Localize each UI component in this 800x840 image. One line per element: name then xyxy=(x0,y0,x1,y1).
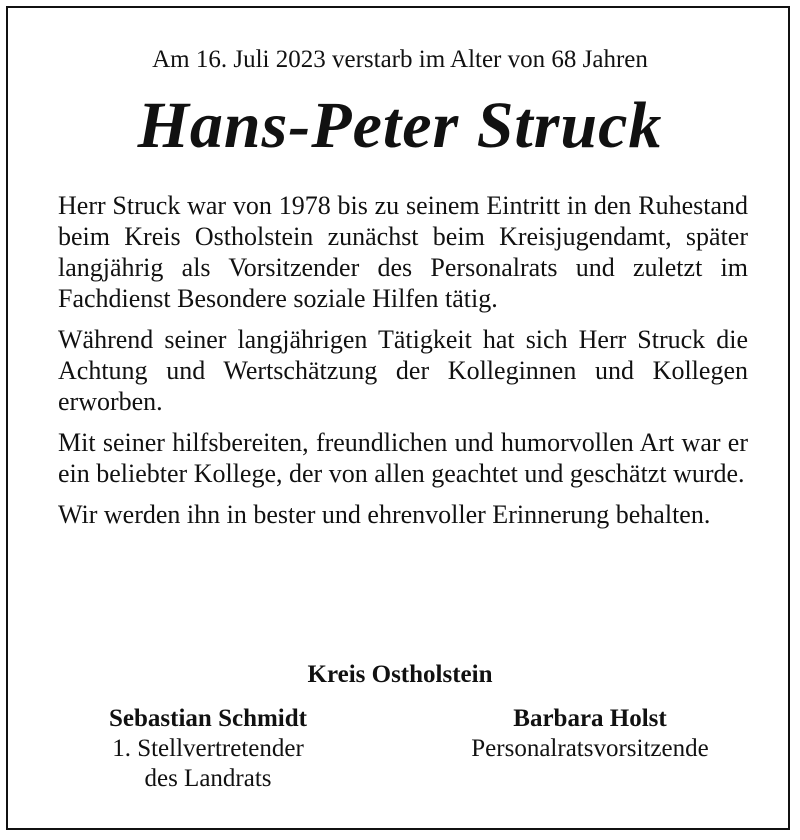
signatory-role-line1: 1. Stellvertretender xyxy=(112,735,304,762)
signatory-left xyxy=(58,704,358,794)
organization-name: Kreis Ostholstein xyxy=(307,661,493,688)
signatory-role-line2: des Landrats xyxy=(144,765,272,792)
deceased-name: Hans-Peter Struck xyxy=(137,89,663,162)
body-paragraph-career: Herr Struck war von 1978 bis zu seinem Eintritt in den Ruhestand beim Kreis Ostholstein zunächst beim Kreisjugendamt, später langjährig als Vorsitzender des Personalrats und zuletzt im Fachdienst Besondere soziale Hilfen tätig. xyxy=(58,191,748,313)
signatory-name: Barbara Holst xyxy=(513,705,667,732)
signatory-role-line1: Personalratsvorsitzende xyxy=(471,735,709,762)
signatory-right xyxy=(430,704,750,764)
death-notice-intro: Am 16. Juli 2023 verstarb im Alter von 68 Jahren xyxy=(152,46,648,73)
body-paragraph-remembrance: Wir werden ihn in bester und ehrenvoller Erinnerung behalten. xyxy=(58,500,711,529)
signatory-name: Sebastian Schmidt xyxy=(109,705,307,732)
body-paragraph-respect: Während seiner langjährigen Tätigkeit hat sich Herr Struck die Achtung und Wertschätzung der Kolleginnen und Kollegen erworben. xyxy=(58,325,748,416)
body-paragraph-character: Mit seiner hilfsbereiten, freundlichen und humorvollen Art war er ein beliebter Kollege, der von allen geachtet und geschätzt wurde. xyxy=(58,428,748,488)
notice-body xyxy=(58,190,748,540)
